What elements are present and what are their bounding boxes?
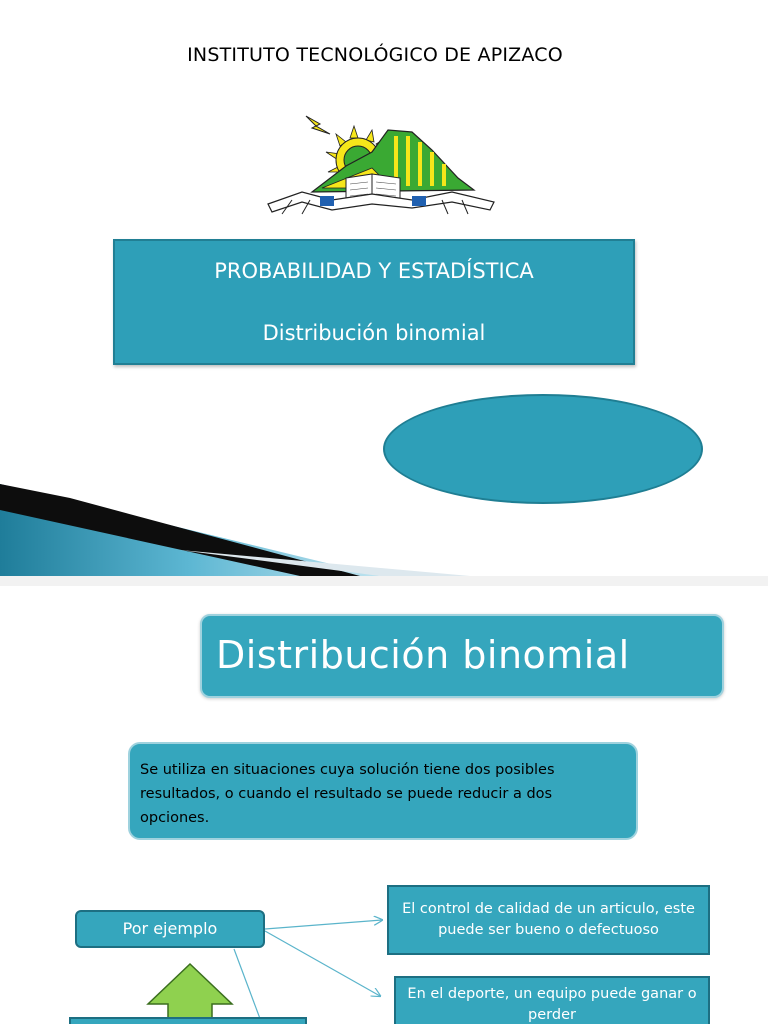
institute-logo [262,108,498,216]
title-box [113,239,635,365]
up-arrow-icon [148,964,232,1024]
slide-heading: Distribución binomial [200,614,724,698]
slide-2 [0,586,768,1024]
example-box-quality-control: El control de calidad de un articulo, este puede ser bueno o defectuoso [387,885,710,955]
slide-separator [0,576,768,586]
example-box-sports: En el deporte, un equipo puede ganar o perder [394,976,710,1024]
decorative-wedge [0,470,470,576]
course-title: PROBABILIDAD Y ESTADÍSTICA [214,259,534,283]
institute-name: INSTITUTO TECNOLÓGICO DE APIZACO [187,44,563,66]
example-label-box: Por ejemplo [75,910,265,948]
topic-title: Distribución binomial [262,321,486,345]
description-box: Se utiliza en situaciones cuya solución tiene dos posibles resultados, o cuando el resultado se puede reducir a dos opciones. [128,742,638,840]
